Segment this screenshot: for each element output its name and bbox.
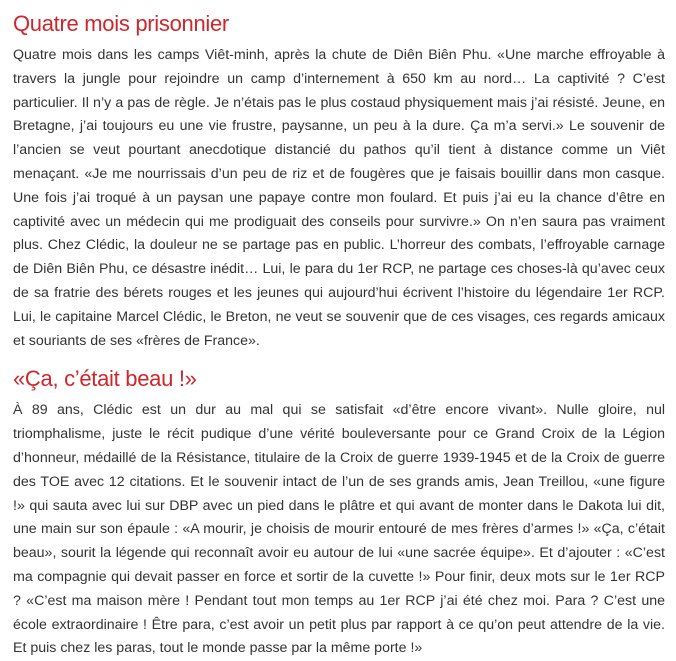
section-paragraph-quatre-mois: Quatre mois dans les camps Viêt-minh, après la chute de Diên Biên Phu. «Une marche effroyable à travers la jungle pour rejoindre un camp d’internement à 650 km au nord… La captivité ? C’est particulier. Il n’y a pas de règle. Je n’étais pas le plus costaud physiquement mais j’ai résisté. Jeune, en Bretagne, j’ai toujours eu une vie frustre, paysanne, un peu à la dure. Ça m’a servi.» Le souvenir de l’ancien se veut pourtant anecdotique distancié du pathos qu’il tient à distance comme un Viêt menaçant. «Je me nourrissais d’un peu de riz et de fougères que je faisais bouillir dans mon casque. Une fois j’ai troqué à un paysan une papaye contre mon foulard. Et puis j’ai eu la chance d’être en captivité avec un médecin qui me prodiguait des conseils pour survivre.» On n’en saura pas vraiment plus. Chez Clédic, la douleur ne se partage pas en public. L’horreur des combats, l’effroyable carnage de Diên Biên Phu, ce désastre inédit… Lui, le para du 1er RCP, ne partage ces choses-là qu’avec ceux de sa fratrie des bérets rouges et les jeunes qui aujourd’hui écrivent l’histoire du légendaire 1er RCP. Lui, le capitaine Marcel Clédic, le Breton, ne veut se souvenir que de ces visages, ces regards amicaux et souriants de ses «frères de France». [13, 47, 665, 349]
section-heading-quatre-mois: Quatre mois prisonnier [13, 11, 229, 36]
article-body [13, 0, 665, 661]
section-paragraph-ca-etait-beau: À 89 ans, Clédic est un dur au mal qui se satisfait «d’être encore vivant». Nulle gloire, nul triomphalisme, juste le récit pudique d’une vérité bouleversante pour ce Grand Croix de la Légion d’honneur, médaillé de la Résistance, titulaire de la Croix de guerre 1939-1945 et de la Croix de guerre des TOE avec 12 citations. Et le souvenir intact de l’un de ses grands amis, Jean Treillou, «une figure !» qui sauta avec lui sur DBP avec un pied dans le plâtre et qui avant de monter dans le Dakota lui dit, une main sur son épaule : «A mourir, je choisis de mourir entouré de mes frères d’armes !» «Ça, c’était beau», sourit la légende qui reconnaît avoir eu autour de lui «une sacrée équipe». Et d’ajouter : «C’est ma compagnie qui devait passer en force et sortir de la cuvette !» Pour finir, deux mots sur le 1er RCP ? «C’est ma maison mère ! Pendant tout mon temps au 1er RCP j’ai été chez moi. Para ? C’est une école extraordinaire ! Être para, c’est avoir un petit plus par rapport à ce qu’on peut attendre de la vie. Et puis chez les paras, tout le monde passe par la même porte !» [13, 402, 665, 657]
section-heading-ca-etait-beau: «Ça, c’était beau !» [13, 366, 197, 392]
